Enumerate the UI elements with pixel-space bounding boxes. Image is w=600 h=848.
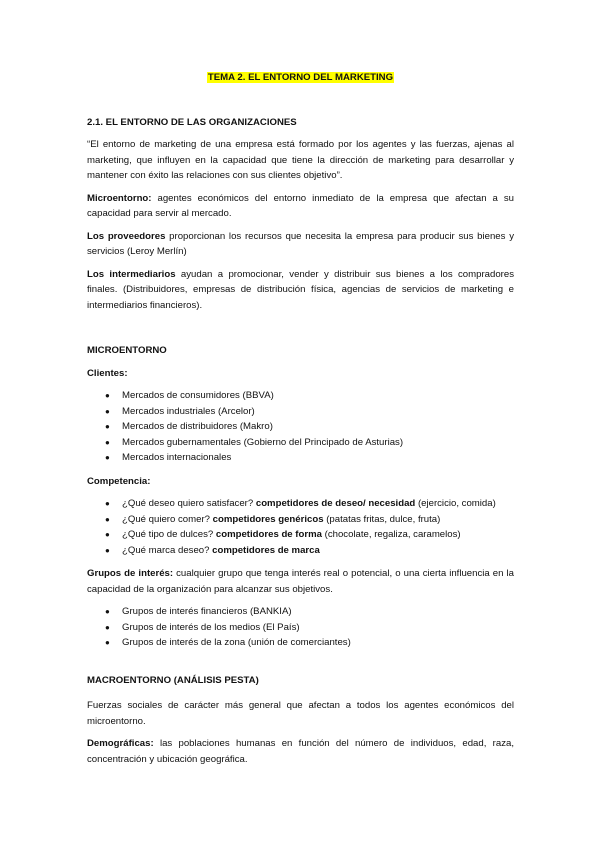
macroentorno-intro: Fuerzas sociales de carácter más general que afectan a todos los agentes económicos del microentorno.: [87, 700, 514, 727]
microentorno-heading: MICROENTORNO: [87, 345, 167, 356]
competencia-list: [87, 496, 514, 558]
definition-quote: “El entorno de marketing de una empresa está formado por los agentes y las fuerzas, ajenas al marketing, que influyen en la capacidad que tiene la dirección de marketing para desarrollar y mantener con éxito las relaciones con sus clientes objetivo”.: [87, 139, 514, 181]
proveedores-label: Los proveedores: [87, 230, 166, 242]
document-title: TEMA 2. EL ENTORNO DEL MARKETING: [207, 72, 394, 83]
clientes-label: Clientes:: [87, 367, 128, 379]
list-item: ● Mercados industriales (Arcelor): [122, 404, 514, 420]
list-item: ● Grupos de interés de los medios (El País): [122, 620, 514, 636]
list-item: ● ¿Qué tipo de dulces? competidores de forma (chocolate, regaliza, caramelos): [122, 527, 514, 543]
grupos-text: cualquier grupo que tenga interés real o potencial, o una cierta influencia en la capacidad de la organización para alcanzar sus objetivos.: [87, 568, 514, 595]
grupos-label: Grupos de interés:: [87, 568, 174, 579]
demograficas-text: las poblaciones humanas en función del número de individuos, edad, raza, concentración y ubicación geográfica.: [87, 738, 514, 765]
list-item: ● ¿Qué quiero comer? competidores genéricos (patatas fritas, dulce, fruta): [122, 512, 514, 528]
macroentorno-heading: MACROENTORNO (ANÁLISIS PESTA): [87, 674, 259, 686]
section-heading: 2.1. EL ENTORNO DE LAS ORGANIZACIONES: [87, 116, 297, 128]
list-item: ● Mercados gubernamentales (Gobierno del Principado de Asturias): [122, 435, 514, 451]
list-item: ● Mercados internacionales: [122, 450, 514, 466]
clientes-list: [87, 388, 514, 466]
demograficas-paragraph: [87, 736, 514, 767]
competencia-label: Competencia:: [87, 475, 151, 487]
proveedores-paragraph: [87, 229, 514, 260]
demograficas-label: Demográficas:: [87, 738, 154, 749]
list-item: ● Grupos de interés de la zona (unión de comerciantes): [122, 635, 514, 651]
document-body: [87, 70, 514, 767]
microentorno-definition: [87, 191, 514, 222]
list-item: ● ¿Qué marca deseo? competidores de marca: [122, 543, 514, 559]
list-item: ● ¿Qué deseo quiero satisfacer? competidores de deseo/ necesidad (ejercicio, comida): [122, 496, 514, 512]
intermediarios-label: Los intermediarios: [87, 268, 176, 280]
list-item: ● Grupos de interés financieros (BANKIA): [122, 604, 514, 620]
intermediarios-text: ayudan a promocionar, vender y distribuir sus bienes a los compradores finales. (Distribuidores, empresas de distribución física, agencias de servicios de marketing e intermediarios financieros).: [87, 268, 514, 311]
intermediarios-paragraph: [87, 267, 514, 314]
list-item: ● Mercados de distribuidores (Makro): [122, 419, 514, 435]
grupos-paragraph: [87, 566, 514, 597]
grupos-list: [87, 604, 514, 651]
list-item: ● Mercados de consumidores (BBVA): [122, 388, 514, 404]
microentorno-text: agentes económicos del entorno inmediato de la empresa que afectan a su capacidad para servir al mercado.: [87, 192, 514, 219]
title-row: [87, 70, 514, 86]
proveedores-text: proporcionan los recursos que necesita la empresa para producir sus bienes y servicios (Leroy Merlín): [87, 230, 514, 257]
microentorno-label: Microentorno:: [87, 192, 152, 204]
